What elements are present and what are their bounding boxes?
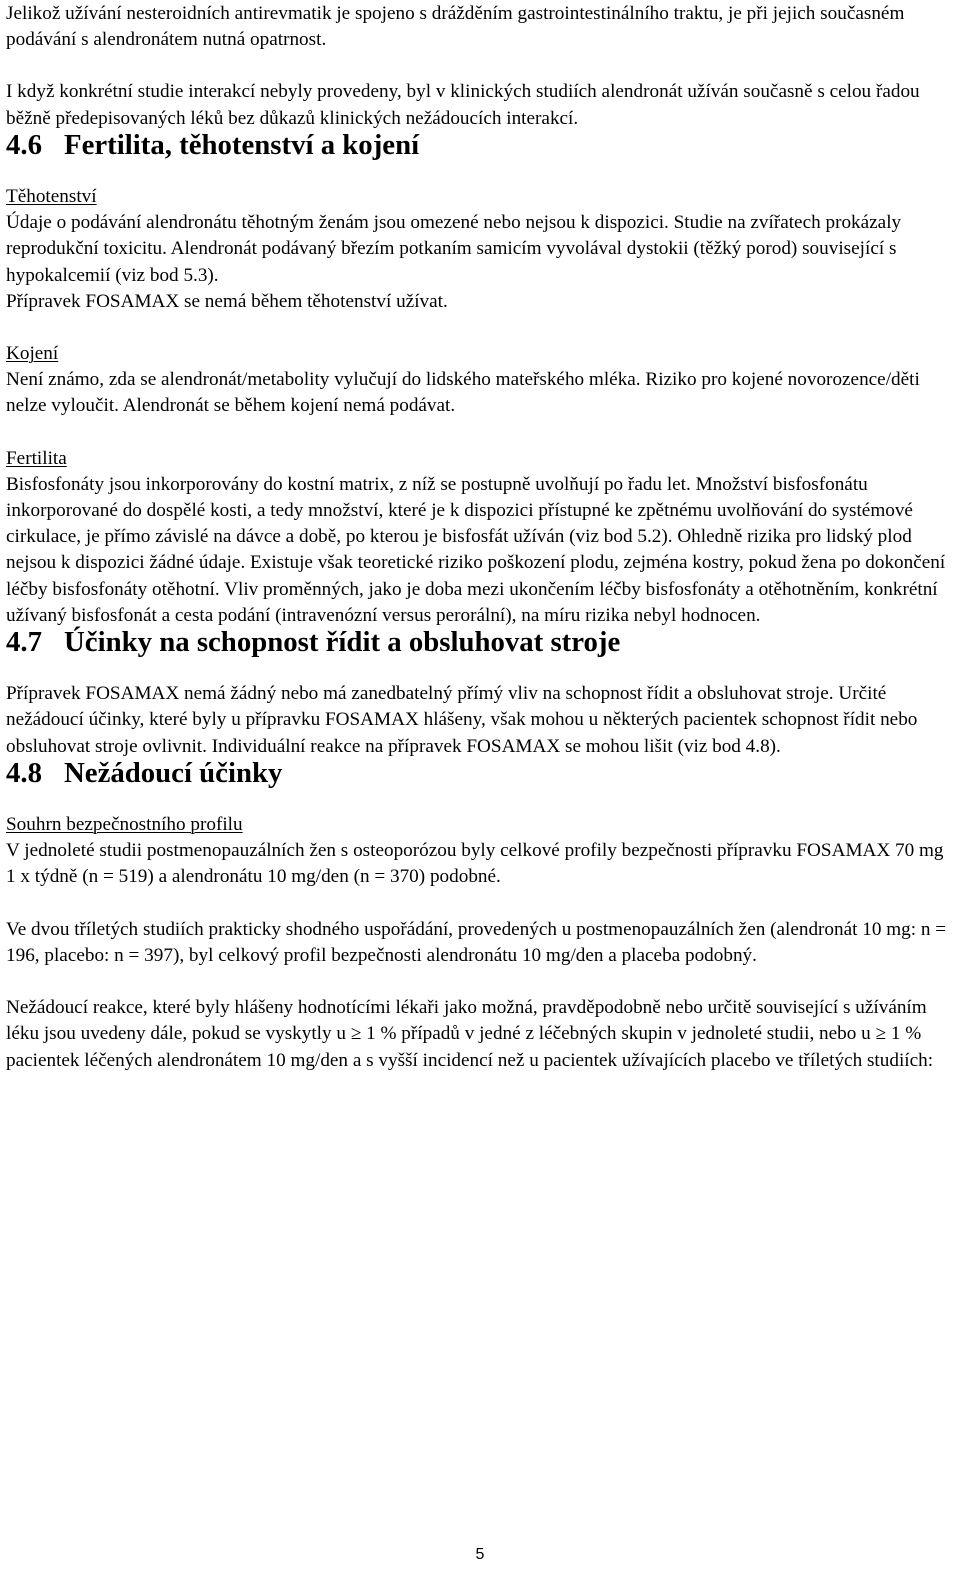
intro-paragraph-interactions: I když konkrétní studie interakcí nebyly provedeny, byl v klinických studiích alendronát užíván současně s celou řadou běžně předepisovaných léků bez důkazů klinických nežádoucích interakcí. (6, 81, 920, 129)
safety-paragraph-1: V jednoleté studii postmenopauzálních žen s osteoporózou byly celkové profily bezpečnosti přípravku FOSAMAX 70 mg 1 x týdně (n = 519) a alendronátu 10 mg/den (n = 370) podobné. (6, 840, 944, 888)
safety-paragraph-2: Ve dvou tříletých studiích prakticky shodného uspořádání, provedených u postmenopauzálních žen (alendronát 10 mg: n = 196, placebo: n = 397), byl celkový profil bezpečnosti alendronátu 10 mg/den a placeba podobný. (6, 918, 947, 966)
subheading-breastfeeding: Kojení (6, 343, 59, 365)
section-number: 4.7 (6, 626, 42, 659)
intro-paragraph-nsaid: Jelikož užívání nesteroidních antirevmatik je spojeno s drážděním gastrointestinálního traktu, je při jejich současném podávání s alendronátem nutná opatrnost. (6, 3, 905, 51)
section-title: Účinky na schopnost řídit a obsluhovat stroje (64, 626, 621, 659)
section-title: Nežádoucí účinky (64, 756, 283, 789)
driving-paragraph: Přípravek FOSAMAX nemá žádný nebo má zanedbatelný přímý vliv na schopnost řídit a obsluhovat stroje. Určité nežádoucí účinky, které byly u přípravku FOSAMAX hlášeny, však mohou u některých pacientek schopnost řídit nebo obsluhovat stroje ovlivnit. Individuální reakce na přípravek FOSAMAX se mohou lišit (viz bod 4.8). (6, 683, 918, 757)
pregnancy-paragraph: Údaje o podávání alendronátu těhotným ženám jsou omezené nebo nejsou k dispozici. Studie na zvířatech prokázaly reprodukční toxicitu. Alendronát podávaný březím potkaním samicím vyvolával dystokii (těžký porod) související s hypokalcemií (viz bod 5.3). (6, 212, 902, 286)
breastfeeding-paragraph: Není známo, zda se alendronát/metabolity vylučují do lidského mateřského mléka. Riziko pro kojené novorozence/děti nelze vyloučit. Alendronát se během kojení nemá podávat. (6, 369, 920, 417)
section-heading-4-6 (6, 128, 954, 161)
section-heading-4-7 (6, 626, 954, 659)
document-page (6, 0, 954, 1074)
section-number: 4.6 (6, 128, 42, 161)
subheading-fertility: Fertilita (6, 447, 67, 469)
page-number: 5 (475, 1546, 485, 1563)
safety-paragraph-3: Nežádoucí reakce, které byly hlášeny hodnotícími lékaři jako možná, pravděpodobně nebo určitě související s užíváním léku jsou uvedeny dále, pokud se vyskytly u ≥ 1 % případů v jedné z léčebných skupin v jednoleté studii, nebo u ≥ 1 % pacientek léčených alendronátem 10 mg/den a s vyšší incidencí než u pacientek užívajících placebo ve tříletých studiích: (6, 997, 934, 1071)
subheading-pregnancy: Těhotenství (6, 186, 97, 208)
section-title: Fertilita, těhotenství a kojení (64, 128, 420, 161)
section-number: 4.8 (6, 756, 42, 789)
subheading-safety-profile: Souhrn bezpečnostního profilu (6, 814, 243, 836)
pregnancy-paragraph-2: Přípravek FOSAMAX se nemá během těhotenství užívat. (6, 290, 448, 312)
fertility-paragraph: Bisfosfonáty jsou inkorporovány do kostní matrix, z níž se postupně uvolňují po řadu let. Množství bisfosfonátu inkorporované do dospělé kosti, a tedy množství, které je k dispozici přístupné ke zpětnému uvolňování do systémové cirkulace, je přímo závislé na dávce a době, po kterou je bisfosfát užíván (viz bod 5.2). Ohledně rizika pro lidský plod nejsou k dispozici žádné údaje. Existuje však teoretické riziko poškození plodu, zejména kostry, pokud žena po dokončení léčby bisfosfonáty otěhotní. Vliv proměnných, jako je doba mezi ukončením léčby bisfosfonáty a otěhotněním, konkrétní užívaný bisfosfonát a cesta podání (intravenózní versus perorální), na míru rizika nebyl hodnocen. (6, 473, 946, 626)
section-heading-4-8 (6, 756, 954, 789)
